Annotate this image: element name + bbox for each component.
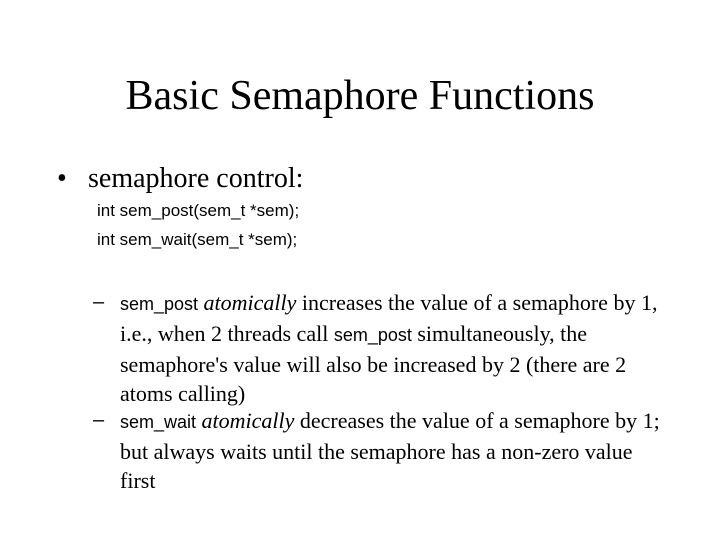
- function-name: sem_wait: [120, 412, 197, 432]
- code-line-sem-wait: int sem_wait(sem_t *sem);: [97, 230, 298, 249]
- description-text: increases the value of a semaphore by 1, i.e., when 2 threads call: [120, 290, 658, 346]
- description-text-continued: simultaneously, the semaphore's value will also be increased by 2 (there are 2 atoms calling): [120, 321, 627, 406]
- emphasis-text: atomically: [203, 290, 297, 315]
- bullet-marker: •: [57, 163, 67, 194]
- slide-title: Basic Semaphore Functions: [125, 73, 595, 119]
- code-line-sem-post: int sem_post(sem_t *sem);: [97, 201, 300, 220]
- emphasis-text: atomically: [201, 408, 295, 433]
- bullet-text: semaphore control:: [88, 163, 304, 194]
- sub-bullet-sem-post: [93, 288, 665, 408]
- description-text: decreases the value of a semaphore by 1; but always waits until the semaphore has a non-zero value first: [120, 408, 660, 493]
- sub-bullet-sem-wait: [93, 406, 665, 495]
- function-name: sem_post: [120, 294, 199, 314]
- function-name-inline: sem_post: [333, 325, 412, 345]
- bullet-item: [57, 162, 303, 196]
- dash-marker: –: [93, 409, 105, 431]
- dash-marker: –: [93, 291, 105, 313]
